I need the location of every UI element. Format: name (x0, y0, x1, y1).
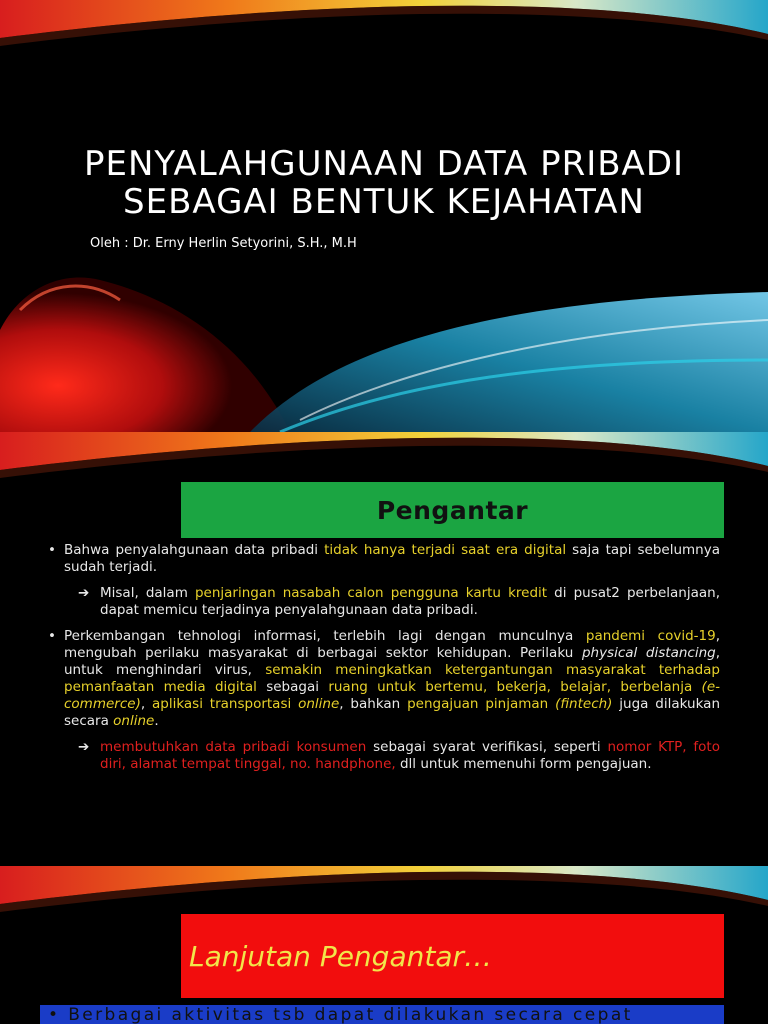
highlight-text: semakin meningkatkan ketergantungan masyarakat terhadap pemanfaatan media digital (64, 662, 721, 695)
highlight-text: aplikasi transportasi (151, 696, 299, 712)
text-run: saja tapi sebelumnya sudah terjadi. (64, 542, 720, 575)
text-run: sebagai syarat verifikasi, seperti (366, 739, 608, 755)
bullet-item (48, 628, 720, 730)
text-run: Misal, dalam (100, 585, 195, 601)
highlight-text: tidak hanya terjadi saat era digital (324, 542, 567, 558)
highlight-text: online (298, 696, 340, 712)
title-slide (0, 0, 768, 432)
highlight-text: (e-commerce) (64, 679, 720, 712)
text-run: Perkembangan tehnologi informasi, terlebih lagi dengan munculnya (64, 628, 586, 644)
text-run: sebagai (256, 679, 329, 695)
bullet-bar: • Berbagai aktivitas tsb dapat dilakukan secara cepat (40, 1005, 724, 1024)
highlight-text: (fintech) (555, 696, 613, 712)
red-highlight-text: nomor KTP, foto diri, alamat tempat tinggal, no. handphone, (100, 739, 720, 772)
top-swoosh-graphic (0, 0, 768, 60)
bottom-swoosh-graphic (0, 270, 768, 432)
text-run: , (140, 696, 152, 712)
highlight-text: pandemi covid-19 (585, 628, 716, 644)
slide-title (0, 145, 768, 221)
text-run: Bahwa penyalahgunaan data pribadi (64, 542, 325, 558)
italic-text: physical distancing (581, 645, 716, 661)
pengantar-heading (181, 482, 724, 538)
text-run: , untuk menghindari virus, (64, 645, 720, 678)
highlight-text: pengajuan pinjaman (407, 696, 556, 712)
heading-text: Lanjutan Pengantar… (189, 939, 492, 973)
arrow-right-icon: ➔ (78, 739, 90, 755)
bullet-icon: • (48, 628, 56, 644)
text-run: , mengubah perilaku masyarakat di berbagai sektor kehidupan. Perilaku (64, 628, 720, 661)
sub-item (48, 739, 720, 773)
highlight-text: online (113, 713, 155, 729)
highlight-text: ruang untuk bertemu, bekerja, belajar, berbelanja (328, 679, 702, 695)
sub-item (48, 585, 720, 619)
text-run: di pusat2 perbelanjaan, dapat memicu terjadinya penyalahgunaan data pribadi. (100, 585, 720, 618)
text-run: juga dilakukan secara (64, 696, 721, 729)
lanjutan-slide (0, 866, 768, 1024)
pengantar-slide (0, 432, 768, 864)
bullet-icon: • (48, 542, 56, 558)
bullet-item (48, 542, 720, 576)
title-line-1: PENYALAHGUNAAN DATA PRIBADI (83, 144, 685, 184)
highlight-text: penjaringan nasabah calon pengguna kartu kredit (194, 585, 548, 601)
lanjutan-heading (181, 914, 724, 998)
arrow-right-icon: ➔ (78, 585, 90, 601)
author-subtitle: Oleh : Dr. Erny Herlin Setyorini, S.H., M.H (90, 236, 357, 251)
text-run: , bahkan (339, 696, 408, 712)
heading-text: Pengantar (376, 495, 529, 525)
title-line-2: SEBAGAI BENTUK KEJAHATAN (123, 182, 645, 222)
text-run: dll untuk memenuhi form pengajuan. (395, 756, 652, 772)
red-highlight-text: membutuhkan data pribadi konsumen (100, 739, 367, 755)
slide-content (48, 542, 720, 773)
text-run: . (154, 713, 159, 729)
